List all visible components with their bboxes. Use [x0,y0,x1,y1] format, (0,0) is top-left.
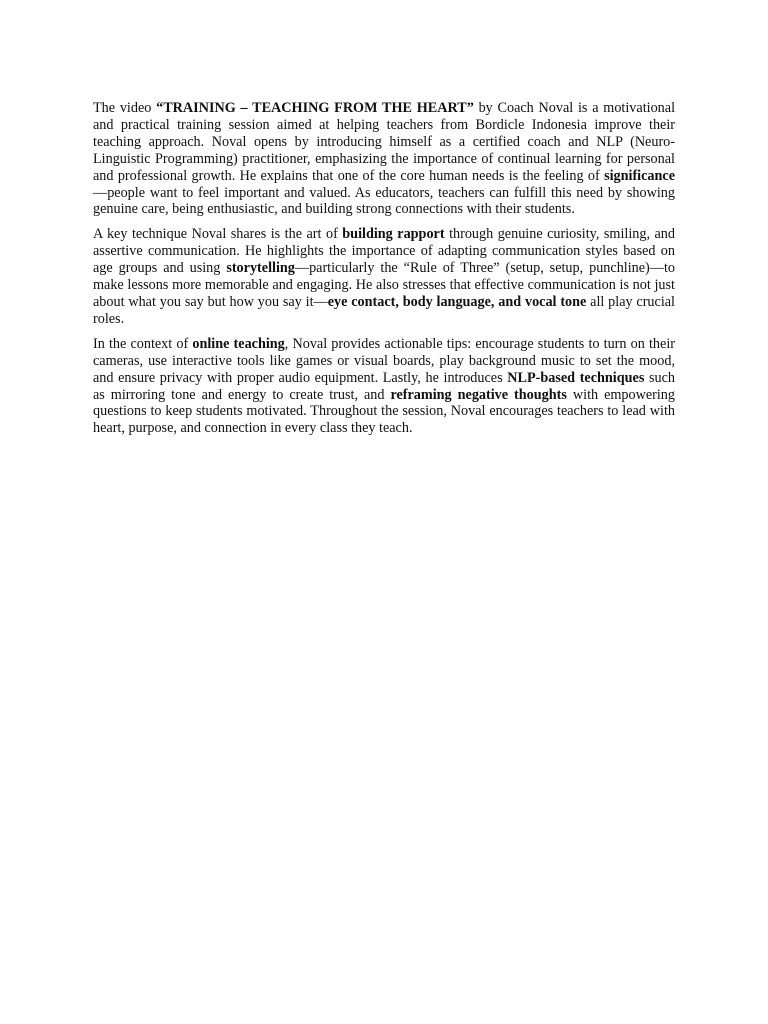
paragraph-text: by Coach Noval is a motivational and practical training session aimed at helping teachers from Bordicle Indonesia improve their teaching approach. Noval opens by introducing himself as a certified coach and NLP (Neuro-Linguistic Programming) practitioner, emphasizing the importance of continual learning for personal and professional growth. He explains that one of the core human needs is the feeling of [93,100,676,184]
paragraph-text: through genuine curiosity, smiling, and assertive communication. He highlights the importance of adapting communication styles based on age groups and using [93,226,675,277]
document-page [93,100,675,445]
paragraph-text: , Noval provides actionable tips: encourage students to turn on their cameras, use interactive tools like games or visual boards, play background music to set the mood, and ensure privacy with proper audio equipment. Lastly, he introduces [93,335,675,386]
emphasis-reframing: reframing negative thoughts [390,386,567,403]
paragraph-intro [93,100,675,218]
paragraph-text: such as mirroring tone and energy to create trust, and [93,369,675,403]
paragraph-rapport [93,226,675,327]
paragraph-text: —particularly the “Rule of Three” (setup, setup, punchline)—to make lessons more memorable and engaging. He also stresses that effective communication is not just about what you say but how you say it— [93,260,676,310]
emphasis-online-teaching: online teaching [192,335,285,352]
paragraph-text: all play crucial roles. [93,293,675,327]
video-title: “TRAINING – TEACHING FROM THE HEART” [156,100,474,116]
emphasis-nlp-techniques: NLP-based techniques [507,369,645,386]
emphasis-building-rapport: building rapport [342,226,445,243]
emphasis-storytelling: storytelling [226,260,295,277]
paragraph-online [93,336,675,437]
paragraph-text: In the context of [93,335,193,352]
paragraph-text: with empowering questions to keep students motivated. Throughout the session, Noval encourages teachers to lead with heart, purpose, and connection in every class they teach. [93,386,675,437]
paragraph-text: The video [93,100,157,116]
paragraph-text: A key technique Noval shares is the art of [93,226,343,243]
emphasis-nonverbal: eye contact, body language, and vocal tone [327,293,587,310]
paragraph-text: —people want to feel important and valued. As educators, teachers can fulfill this need by showing genuine care, being enthusiastic, and building strong connections with their students. [93,184,675,218]
emphasis-significance: significance [604,167,675,184]
